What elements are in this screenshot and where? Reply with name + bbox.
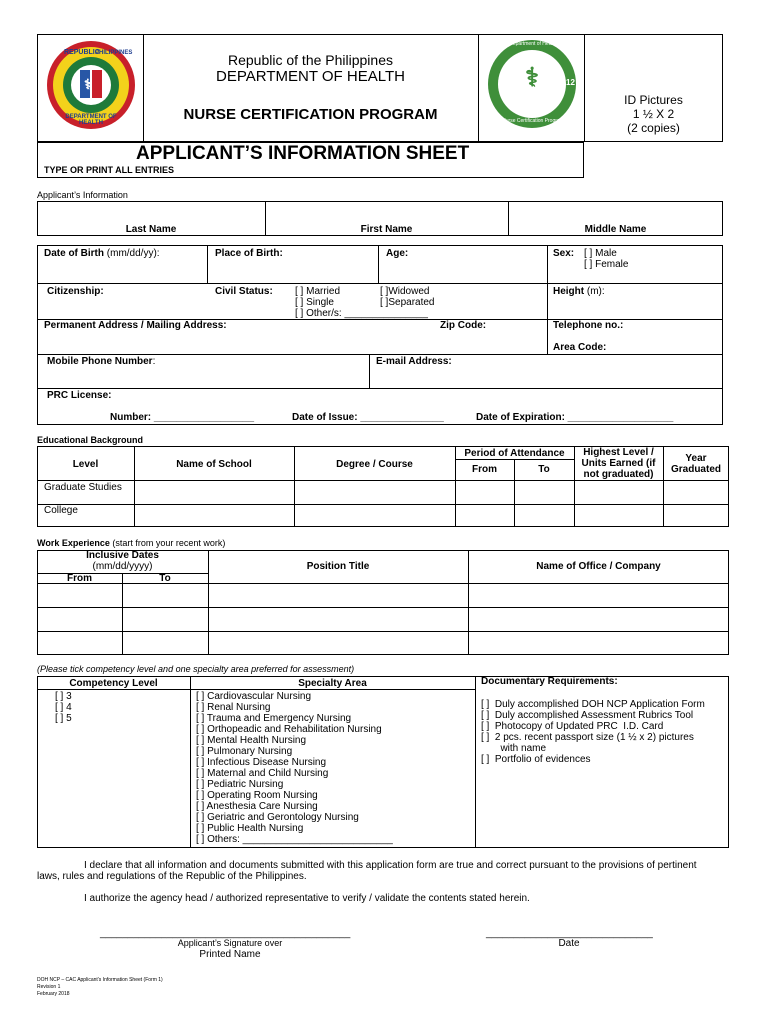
- first-name-label: First Name: [360, 224, 413, 235]
- mobile-label: Mobile Phone Number:: [47, 356, 156, 367]
- specialty-area-list: [196, 691, 393, 845]
- sex-male-checkbox[interactable]: [ ] Male: [584, 248, 617, 259]
- zip-code-label: Zip Code:: [440, 320, 487, 331]
- citizenship-label: Citizenship:: [47, 286, 104, 297]
- details-box: [37, 245, 723, 425]
- competency-level-header: Competency Level: [69, 678, 158, 689]
- telephone-label: Telephone no.:: [553, 320, 624, 331]
- republic-text: Republic of the Philippines: [228, 52, 393, 68]
- page-title: APPLICANT’S INFORMATION SHEET: [136, 143, 470, 164]
- declaration-line-2: laws, rules and regulations of the Republic of the Philippines.: [37, 871, 307, 882]
- specialty-checkbox[interactable]: [ ] Anesthesia Care Nursing: [196, 801, 318, 812]
- edu-level-header: Level: [72, 459, 99, 470]
- age-label: Age:: [386, 248, 409, 259]
- edu-highest-header: Highest Level / Units Earned (if not graduated): [581, 447, 656, 480]
- footer-note: DOH NCP – CAC Applicant’s Information Sheet (Form 1) Revision 1 February 2018: [37, 977, 163, 997]
- specialty-checkbox[interactable]: [ ] Mental Health Nursing: [196, 735, 307, 746]
- education-section-label: Educational Background: [37, 435, 144, 445]
- dob-label: Date of Birth (mm/dd/yy):: [44, 248, 160, 259]
- signature-label-1: Applicant’s Signature over: [177, 938, 283, 948]
- competency-level-checkbox[interactable]: [ ] 3: [55, 691, 72, 702]
- civil-separated-checkbox[interactable]: [ ]Separated: [380, 297, 435, 308]
- specialty-checkbox[interactable]: [ ] Operating Room Nursing: [196, 790, 318, 801]
- height-label: Height (m):: [553, 286, 605, 297]
- authorize-text: I authorize the agency head / authorized representative to verify / validate the contents stated herein.: [84, 893, 530, 904]
- declaration-line-1: I declare that all information and documents submitted with this application form are true and correct pursuant to the provisions of pertinent: [84, 860, 697, 871]
- civil-others-checkbox[interactable]: [ ] Other/s: _______________: [295, 308, 428, 319]
- specialty-checkbox[interactable]: [ ] Others: ___________________________: [196, 834, 393, 845]
- documentary-checkbox[interactable]: [ ] Duly accomplished DOH NCP Application Form: [481, 699, 705, 710]
- edu-degree-header: Degree / Course: [336, 459, 413, 470]
- signature-line[interactable]: _____________________________________________: [100, 928, 351, 939]
- prc-number-field[interactable]: Number: __________________: [110, 412, 254, 423]
- seal-right-bottom-text: Nurse Certification Program: [502, 118, 564, 124]
- civil-single-checkbox[interactable]: [ ] Single: [295, 297, 334, 308]
- seal-right-year-right: 12: [566, 78, 575, 87]
- civil-widowed-checkbox[interactable]: [ ]Widowed: [380, 286, 430, 297]
- competency-level-list: [55, 691, 72, 724]
- competency-level-checkbox[interactable]: [ ] 5: [55, 713, 72, 724]
- work-position-header: Position Title: [306, 561, 370, 572]
- documentary-checkbox[interactable]: with name: [481, 743, 547, 754]
- sex-label: Sex:: [553, 248, 575, 259]
- specialty-checkbox[interactable]: [ ] Infectious Disease Nursing: [196, 757, 327, 768]
- edu-school-header: Name of School: [176, 459, 252, 470]
- email-label: E-mail Address:: [376, 356, 452, 367]
- documentary-list: [481, 699, 705, 765]
- signature-label-2: Printed Name: [199, 949, 261, 960]
- page-subtitle: TYPE OR PRINT ALL ENTRIES: [44, 165, 175, 175]
- date-line[interactable]: ______________________________: [486, 928, 653, 939]
- edu-row-college: College: [44, 505, 78, 516]
- place-of-birth-label: Place of Birth:: [215, 248, 283, 259]
- specialty-checkbox[interactable]: [ ] Pediatric Nursing: [196, 779, 284, 790]
- documentary-checkbox[interactable]: [ ] Duly accomplished Assessment Rubrics Tool: [481, 710, 694, 721]
- work-from-header: From: [67, 573, 92, 584]
- competency-level-checkbox[interactable]: [ ] 4: [55, 702, 72, 713]
- work-to-header: To: [159, 573, 171, 584]
- date-label: Date: [558, 938, 580, 949]
- edu-period-header: Period of Attendance: [464, 448, 565, 459]
- seal-left-right-text: PHILIPPINES: [95, 50, 133, 56]
- last-name-label: Last Name: [125, 224, 177, 235]
- specialty-checkbox[interactable]: [ ] Geriatric and Gerontology Nursing: [196, 812, 359, 823]
- specialty-checkbox[interactable]: [ ] Public Health Nursing: [196, 823, 304, 834]
- competency-note: (Please tick competency level and one specialty area preferred for assessment): [37, 664, 355, 674]
- work-inclusive-format: (mm/dd/yyyy): [92, 561, 153, 572]
- documentary-checkbox[interactable]: [ ] Portfolio of evidences: [481, 754, 591, 765]
- work-office-header: Name of Office / Company: [536, 561, 661, 572]
- documentary-header: Documentary Requirements:: [481, 676, 618, 687]
- work-section-label: Work Experience (start from your recent work): [37, 538, 226, 548]
- specialty-checkbox[interactable]: [ ] Maternal and Child Nursing: [196, 768, 329, 779]
- middle-name-label: Middle Name: [584, 224, 647, 235]
- edu-year-header: Year Graduated: [670, 453, 721, 475]
- edu-to-header: To: [538, 464, 550, 475]
- area-code-label: Area Code:: [553, 342, 607, 353]
- id-pictures-label: ID Pictures 1 ½ X 2 (2 copies): [624, 93, 683, 135]
- work-inclusive-header: Inclusive Dates: [86, 550, 159, 561]
- sex-female-checkbox[interactable]: [ ] Female: [584, 259, 629, 270]
- edu-row-graduate: Graduate Studies: [44, 482, 122, 493]
- address-label: Permanent Address / Mailing Address:: [44, 320, 227, 331]
- specialty-checkbox[interactable]: [ ] Pulmonary Nursing: [196, 746, 293, 757]
- specialty-checkbox[interactable]: [ ] Cardiovascular Nursing: [196, 691, 312, 702]
- seal-left-bottom-text: DEPARTMENT OF HEALTH: [65, 114, 117, 126]
- civil-status-label: Civil Status:: [215, 286, 273, 297]
- specialty-checkbox[interactable]: [ ] Renal Nursing: [196, 702, 271, 713]
- specialty-checkbox[interactable]: [ ] Orthopeadic and Rehabilitation Nursing: [196, 724, 382, 735]
- specialty-area-header: Specialty Area: [298, 678, 367, 689]
- civil-married-checkbox[interactable]: [ ] Married: [295, 286, 341, 297]
- prc-issue-field[interactable]: Date of Issue: _______________: [292, 412, 444, 423]
- documentary-checkbox[interactable]: [ ] 2 pcs. recent passport size (1 ½ x 2) pictures: [481, 732, 694, 743]
- seal-right-top-text: Department of Health: [509, 41, 557, 47]
- documentary-checkbox[interactable]: [ ] Photocopy of Updated PRC I.D. Card: [481, 721, 664, 732]
- prc-expiration-field[interactable]: Date of Expiration: ___________________: [476, 412, 674, 423]
- seal-right-year-left: 20: [498, 78, 507, 87]
- specialty-checkbox[interactable]: [ ] Trauma and Emergency Nursing: [196, 713, 352, 724]
- department-text: DEPARTMENT OF HEALTH: [216, 68, 405, 85]
- program-text: NURSE CERTIFICATION PROGRAM: [183, 106, 438, 123]
- seal-left-top-text: REPUBLIC: [64, 49, 100, 56]
- edu-from-header: From: [472, 464, 497, 475]
- applicant-section-label: Applicant’s Information: [37, 190, 128, 200]
- prc-license-label: PRC License:: [47, 390, 112, 401]
